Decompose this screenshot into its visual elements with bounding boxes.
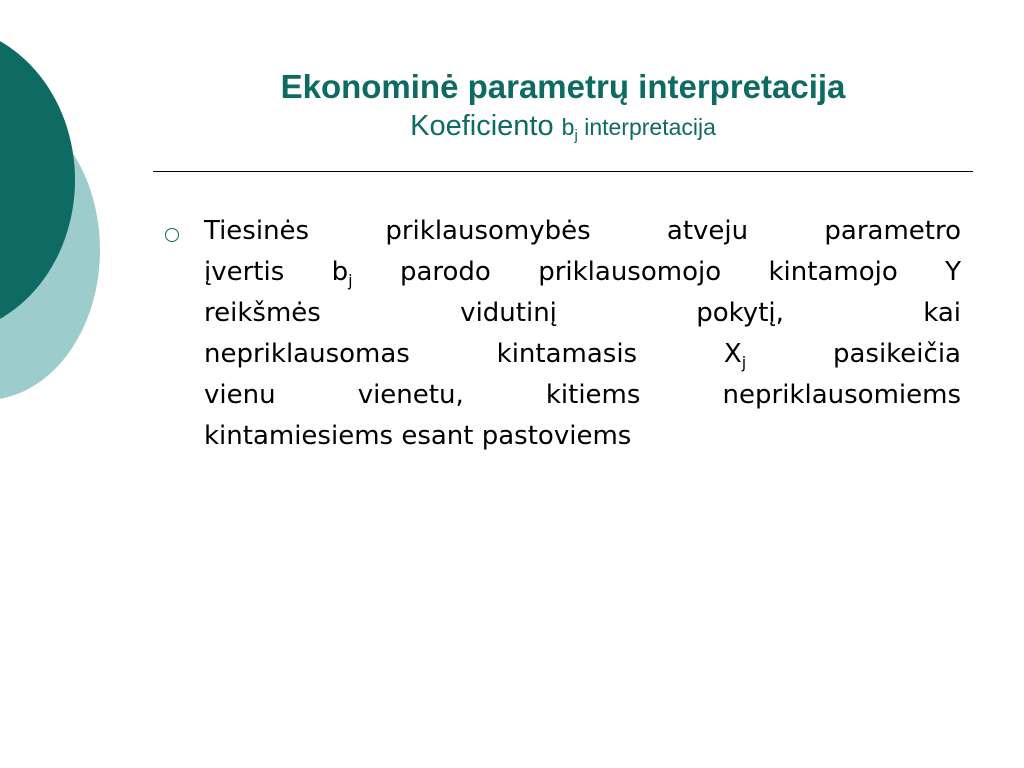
- bullet-line: Tiesinės priklausomybės atveju parametro: [204, 216, 961, 246]
- bullet-line: nepriklausomas kintamasis $X_j$ pasikeičia: [204, 339, 961, 372]
- subtitle-subscript: j: [574, 127, 578, 144]
- bullet-line: reikšmės vidutinį pokytį, kai: [204, 298, 961, 328]
- hollow-circle-bullet-icon: [165, 228, 179, 242]
- bullet-line: įvertis $b_j$ parodo priklausomojo kintamojo Y: [204, 257, 961, 290]
- bullet-text: [204, 211, 961, 457]
- title-main: Ekonominė parametrų interpretacija: [280, 68, 846, 105]
- subtitle-prefix: Koeficiento: [410, 110, 554, 142]
- title-divider: [153, 171, 973, 172]
- subtitle-variable: b: [561, 114, 575, 140]
- bullet-line: kintamiesiems esant pastoviems: [204, 421, 632, 451]
- slide-title: [153, 66, 973, 145]
- bullet-line: vienu vienetu, kitiems nepriklausomiems: [204, 380, 961, 410]
- subtitle-suffix: interpretacija: [584, 114, 716, 140]
- title-subtitle: [153, 108, 973, 145]
